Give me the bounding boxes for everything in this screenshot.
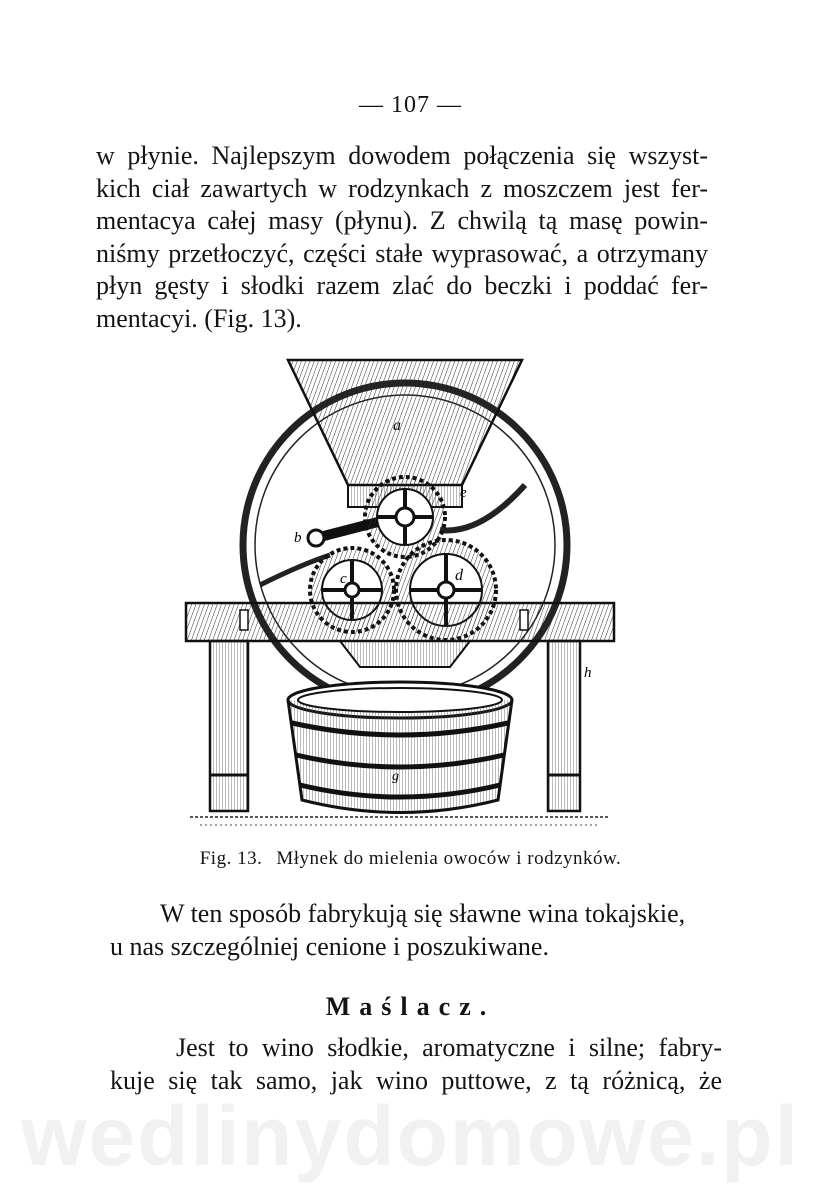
text-line: mentacya całej masy (płynu). Z chwilą tą masę powin- [96,206,708,235]
label-a: a [393,417,401,434]
figure-caption-number: Fig. 13. [199,848,263,869]
section-title: Maślacz. [325,992,496,1021]
text-line: W ten sposób fabrykują się sławne wina tokajskie, [160,899,686,928]
label-h: h [584,665,592,681]
paragraph-maslacz [110,1032,722,1097]
paragraph-tokaj [110,898,722,963]
page-number: — 107 — [359,92,462,118]
text-line: kuje się tak samo, jak wino puttowe, z tą różnicą, że [110,1065,722,1095]
text-line: kich ciał zawartych w rodzynkach z moszczem jest fer- [96,173,708,203]
paragraph-intro [96,140,708,335]
text-line: w płynie. Najlepszym dowodem połączenia się wszyst- [96,141,708,170]
figure-caption [0,848,821,870]
watermark: wedlinydomowe.pl [21,1089,800,1183]
label-g: g [392,769,399,784]
text-line: Jest to wino słodkie, aromatyczne i silne; fabry- [176,1033,722,1062]
text-line: u nas szczególniej cenione i poszukiwane. [110,931,549,961]
text-line: mentacyi. (Fig. 13). [96,303,302,333]
tub [288,682,512,813]
text-line: niśmy przetłoczyć, części stałe wyprasować, a otrzymany [96,238,708,268]
label-d: d [455,567,463,584]
figure-caption-text: Młynek do mielenia owoców i rodzynków. [276,848,622,869]
text-line: płyn gęsty i słodki razem zlać do beczki i poddać fer- [96,271,708,300]
label-c: c [340,571,347,587]
chute [340,641,470,667]
mill-illustration [180,355,620,845]
label-e: e [460,485,467,501]
label-b: b [294,530,302,546]
